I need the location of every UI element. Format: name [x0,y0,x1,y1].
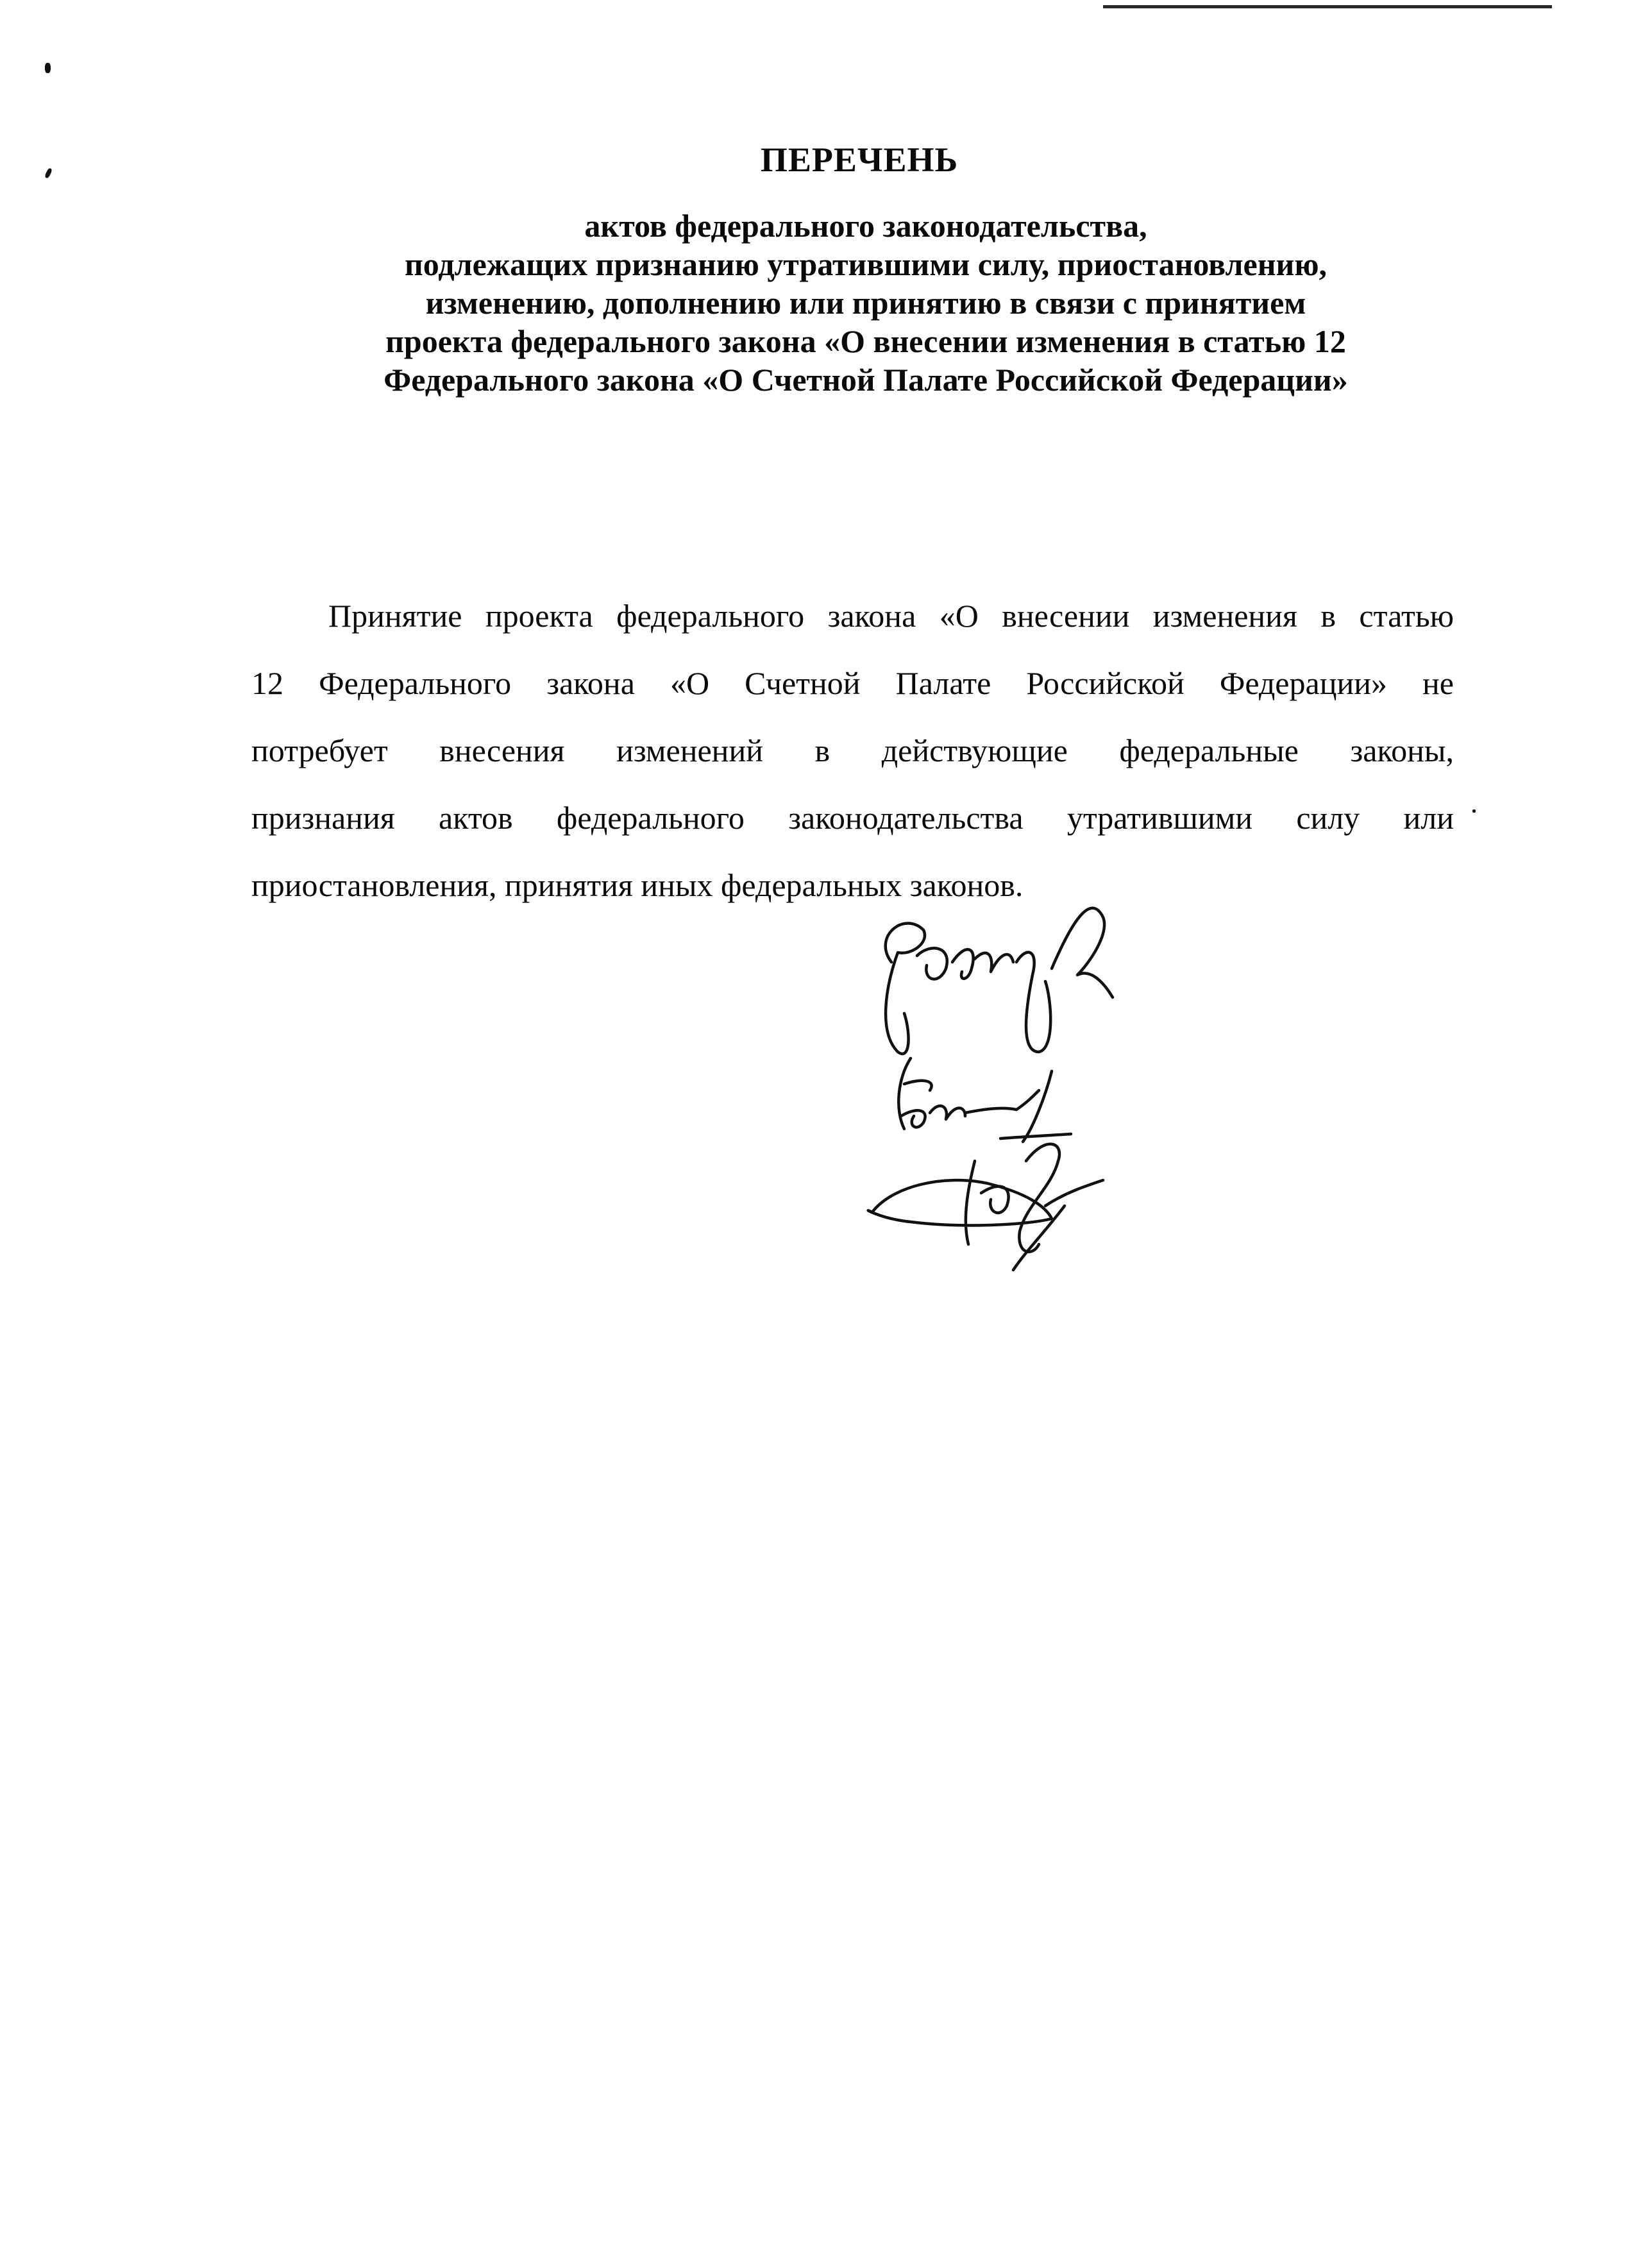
body-line: 12 Федерального закона «О Счетной Палате Российской Федерации» не [251,665,1454,701]
signature-1 [886,908,1113,1054]
body-line: признания актов федерального законодательства утратившими силу или [251,800,1454,836]
signature-3 [868,1144,1103,1270]
subtitle-line: подлежащих признанию утратившими силу, приостановлению, [404,246,1328,282]
scan-speck [1472,809,1476,813]
subtitle-line: изменению, дополнению или принятию в связи с принятием [425,285,1306,321]
body-line: Принятие проекта федерального закона «О внесении изменения в статью [328,598,1454,634]
document-subtitle [257,207,1475,399]
signature-drawings [834,885,1218,1296]
body-line: потребует внесения изменений в действующие федеральные законы, [251,732,1454,768]
signature-2 [898,1058,1071,1142]
body-line: приостановления, принятия иных федеральных законов. [251,867,1024,903]
body-paragraph [251,582,1454,919]
scan-speck [45,63,51,73]
subtitle-line: актов федерального законодательства, [584,208,1147,244]
scan-artifact-line [1103,5,1552,8]
subtitle-line: Федерального закона «О Счетной Палате Российской Федерации» [384,362,1348,398]
signatures-block [834,885,1218,1296]
document-title: ПЕРЕЧЕНЬ [760,140,959,179]
subtitle-line: проекта федерального закона «О внесении изменения в статью 12 [385,323,1346,359]
